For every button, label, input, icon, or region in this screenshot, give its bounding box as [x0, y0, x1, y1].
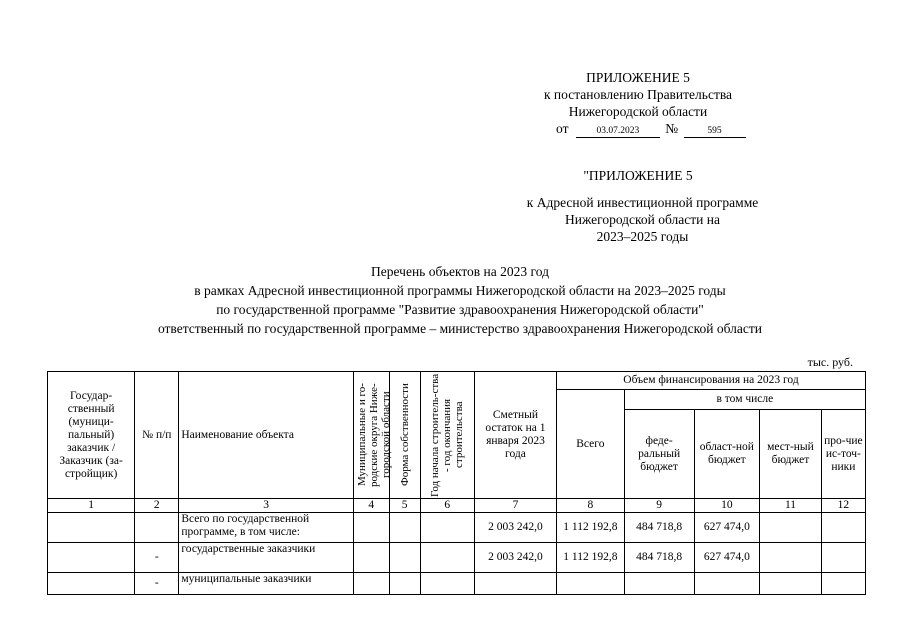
cell-federal	[624, 573, 694, 595]
cell-num: -	[135, 573, 179, 595]
number-value: 595	[684, 125, 746, 138]
col-number: 4	[353, 499, 389, 513]
col-number: 9	[624, 499, 694, 513]
cell-federal: 484 718,8	[624, 543, 694, 573]
objects-table	[47, 371, 866, 595]
cell-total	[557, 573, 625, 595]
col-number: 10	[694, 499, 760, 513]
cell-ownership	[389, 573, 420, 595]
header-regional: област-ной бюджет	[694, 410, 760, 499]
cell-years	[420, 543, 474, 573]
table-row	[48, 513, 866, 543]
units-label: тыс. руб.	[807, 355, 853, 369]
heading-line-1: Перечень объектов на 2023 год	[371, 264, 549, 279]
cell-local	[760, 513, 822, 543]
col-number: 12	[821, 499, 865, 513]
table-row	[48, 543, 866, 573]
header-including: в том числе	[624, 390, 865, 410]
number-label: №	[665, 121, 679, 136]
col-number: 8	[557, 499, 625, 513]
cell-customer	[48, 513, 135, 543]
heading-line-4: ответственный по государственной программе – министерство здравоохранения Нижегородской области	[157, 321, 763, 336]
appendix2-title: "ПРИЛОЖЕНИЕ 5	[583, 168, 693, 183]
col-number: 7	[474, 499, 556, 513]
cell-regional: 627 474,0	[694, 543, 760, 573]
col-number: 11	[760, 499, 822, 513]
cell-ownership	[389, 543, 420, 573]
cell-object: государственные заказчики	[179, 543, 353, 573]
from-label: от	[556, 121, 569, 136]
table-row	[48, 573, 866, 595]
cell-other	[821, 513, 865, 543]
header-years: Год начала строитель-ства - год окончания строительства	[420, 372, 474, 499]
column-numbers-row	[48, 499, 866, 513]
cell-balance: 2 003 242,0	[474, 543, 556, 573]
appendix2-line-2: Нижегородской области на	[565, 212, 720, 227]
cell-num: -	[135, 543, 179, 573]
appendix2-line-3: 2023–2025 годы	[596, 229, 689, 244]
header-customer: Государ-ственный (муници-пальный) заказчик / Заказчик (за-стройщик)	[48, 372, 135, 499]
cell-municipality	[353, 513, 389, 543]
header-financing: Объем финансирования на 2023 год	[557, 372, 866, 390]
header-total: Всего	[557, 390, 625, 499]
cell-municipality	[353, 573, 389, 595]
cell-total: 1 112 192,8	[557, 543, 625, 573]
header-other: про-чие ис-точ-ники	[821, 410, 865, 499]
cell-years	[420, 573, 474, 595]
cell-balance	[474, 573, 556, 595]
cell-local	[760, 543, 822, 573]
appendix-line-2: Нижегородской области	[568, 104, 708, 119]
cell-other	[821, 573, 865, 595]
cell-regional: 627 474,0	[694, 513, 760, 543]
header-ownership: Форма собственности	[389, 372, 420, 499]
cell-total: 1 112 192,8	[557, 513, 625, 543]
cell-federal: 484 718,8	[624, 513, 694, 543]
col-number: 1	[48, 499, 135, 513]
cell-customer	[48, 573, 135, 595]
col-number: 2	[135, 499, 179, 513]
cell-regional	[694, 573, 760, 595]
header-federal: феде-ральный бюджет	[624, 410, 694, 499]
col-number: 5	[389, 499, 420, 513]
heading-line-3: по государственной программе "Развитие здравоохранения Нижегородской области"	[216, 302, 704, 317]
date-value: 03.07.2023	[576, 125, 660, 138]
col-number: 6	[420, 499, 474, 513]
appendix-date-line	[556, 121, 746, 138]
cell-num	[135, 513, 179, 543]
appendix-line-1: к постановлению Правительства	[543, 87, 733, 102]
cell-municipality	[353, 543, 389, 573]
header-local: мест-ный бюджет	[760, 410, 822, 499]
cell-other	[821, 543, 865, 573]
header-balance: Сметный остаток на 1 января 2023 года	[474, 372, 556, 499]
cell-object: Всего по государственной программе, в том числе:	[179, 513, 353, 543]
header-num: № п/п	[135, 372, 179, 499]
cell-object: муниципальные заказчики	[179, 573, 353, 595]
header-municipality: Муниципальные и го-родские округа Ниже-городской области	[353, 372, 389, 499]
cell-balance: 2 003 242,0	[474, 513, 556, 543]
appendix-title: ПРИЛОЖЕНИЕ 5	[586, 70, 690, 85]
appendix2-line-1: к Адресной инвестиционной программе	[526, 195, 759, 210]
heading-line-2: в рамках Адресной инвестиционной программы Нижегородской области на 2023–2025 годы	[194, 283, 726, 298]
col-number: 3	[179, 499, 353, 513]
cell-ownership	[389, 513, 420, 543]
cell-years	[420, 513, 474, 543]
cell-local	[760, 573, 822, 595]
header-object: Наименование объекта	[179, 372, 353, 499]
cell-customer	[48, 543, 135, 573]
